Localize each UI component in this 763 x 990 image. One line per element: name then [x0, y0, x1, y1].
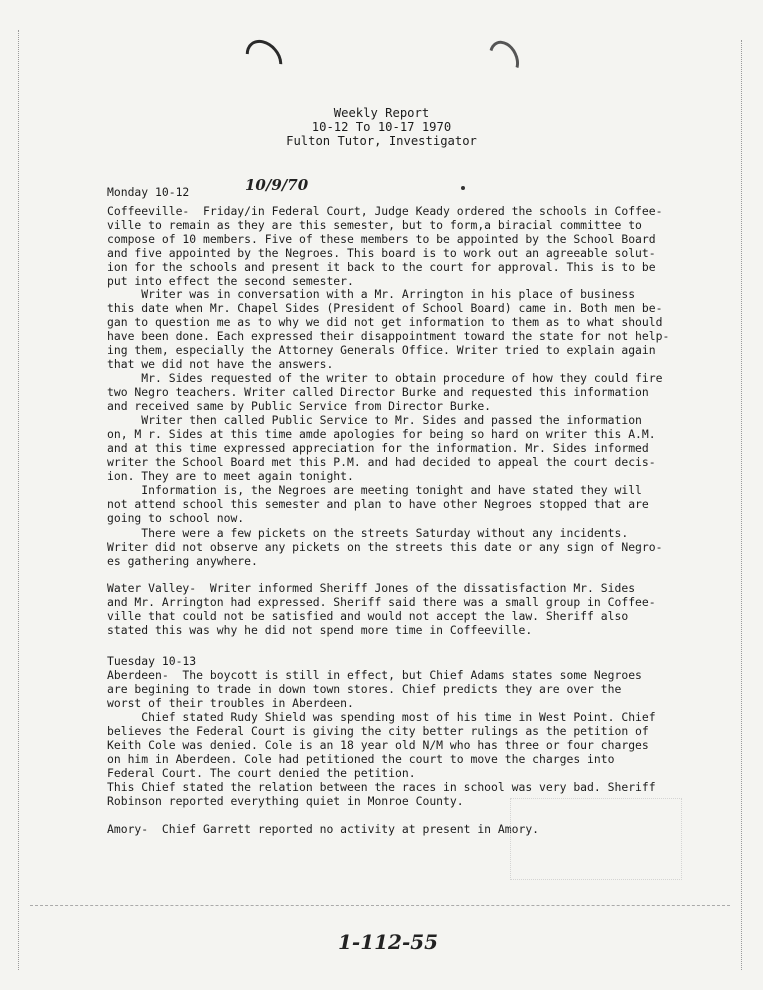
report-line: compose of 10 members. Five of these members to be appointed by the School Board	[107, 232, 656, 246]
handwritten-date: 10/9/70	[245, 176, 309, 194]
punch-hole-left	[238, 33, 290, 86]
report-line: worst of their troubles in Aberdeen.	[107, 696, 354, 710]
report-line: Mr. Sides requested of the writer to obtain procedure of how they could fire	[107, 371, 663, 385]
report-line: Coffeeville- Friday/in Federal Court, Judge Keady ordered the schools in Coffee-	[107, 204, 663, 218]
report-line: this date when Mr. Chapel Sides (President of School Board) came in. Both men be-	[107, 301, 663, 315]
report-line: stated this was why he did not spend more time in Coffeeville.	[107, 623, 533, 637]
report-title: Weekly Report	[333, 106, 430, 120]
report-author: Fulton Tutor, Investigator	[286, 134, 477, 148]
report-line: Tuesday 10-13	[107, 654, 197, 668]
ink-dot	[461, 186, 465, 190]
report-line: have been done. Each expressed their disappointment toward the state for not help-	[107, 329, 670, 343]
report-line: on, M r. Sides at this time amde apologies for being so hard on writer this A.M.	[107, 427, 656, 441]
report-line: Monday 10-12	[107, 185, 190, 199]
report-line: two Negro teachers. Writer called Director Burke and requested this information	[107, 385, 649, 399]
report-line: Robinson reported everything quiet in Monroe County.	[107, 794, 464, 808]
report-line: There were a few pickets on the streets Saturday without any incidents.	[107, 526, 629, 540]
report-line: not attend school this semester and plan to have other Negroes stopped that are	[107, 497, 649, 511]
report-line: Chief stated Rudy Shield was spending most of his time in West Point. Chief	[107, 710, 656, 724]
report-line: Keith Cole was denied. Cole is an 18 year old N/M who has three or four charges	[107, 738, 649, 752]
page-edge-right	[741, 40, 743, 970]
punch-hole-right	[483, 36, 524, 82]
report-line: Writer then called Public Service to Mr. Sides and passed the information	[107, 413, 642, 427]
report-line: This Chief stated the relation between the races in school was very bad. Sheriff	[107, 780, 656, 794]
report-line: and Mr. Arrington had expressed. Sheriff said there was a small group in Coffee-	[107, 595, 656, 609]
report-line: ville that could not be satisfied and would not accept the law. Sheriff also	[107, 609, 629, 623]
report-line: Aberdeen- The boycott is still in effect, but Chief Adams states some Negroes	[107, 668, 642, 682]
report-line: put into effect the second semester.	[107, 274, 354, 288]
report-line: that we did not have the answers.	[107, 357, 334, 371]
report-line: Water Valley- Writer informed Sheriff Jones of the dissatisfaction Mr. Sides	[107, 581, 636, 595]
page-edge-left	[18, 30, 20, 970]
report-line: and received same by Public Service from Director Burke.	[107, 399, 492, 413]
report-line: Federal Court. The court denied the petition.	[107, 766, 416, 780]
report-line: gan to question me as to why we did not get information to them as to what should	[107, 315, 663, 329]
report-line: Information is, the Negroes are meeting tonight and have stated they will	[107, 483, 642, 497]
report-line: going to school now.	[107, 511, 245, 525]
report-dates: 10-12 To 10-17 1970	[311, 120, 452, 134]
report-line: ion for the schools and present it back to the court for approval. This is to be	[107, 260, 656, 274]
report-line: writer the School Board met this P.M. and had decided to appeal the court decis-	[107, 455, 656, 469]
handwritten-file-number: 1-112-55	[338, 930, 439, 954]
report-line: believes the Federal Court is giving the city better rulings as the petition of	[107, 724, 649, 738]
report-line: and five appointed by the Negroes. This board is to work out an agreeable solut-	[107, 246, 656, 260]
report-line: ville to remain as they are this semester, but to form,a biracial committee to	[107, 218, 642, 232]
report-line: Amory- Chief Garrett reported no activity at present in Amory.	[107, 822, 540, 836]
report-line: on him in Aberdeen. Cole had petitioned the court to move the charges into	[107, 752, 615, 766]
report-line: ion. They are to meet again tonight.	[107, 469, 354, 483]
report-line: are begining to trade in down town stores. Chief predicts they are over the	[107, 682, 622, 696]
report-line: Writer did not observe any pickets on the streets this date or any sign of Negro-	[107, 540, 663, 554]
report-line: es gathering anywhere.	[107, 554, 258, 568]
page-bottom-border	[30, 905, 730, 906]
report-line: and at this time expressed appreciation for the information. Mr. Sides informed	[107, 441, 649, 455]
faded-stamp	[510, 798, 682, 880]
report-line: Writer was in conversation with a Mr. Arrington in his place of business	[107, 287, 636, 301]
report-line: ing them, especially the Attorney Generals Office. Writer tried to explain again	[107, 343, 656, 357]
